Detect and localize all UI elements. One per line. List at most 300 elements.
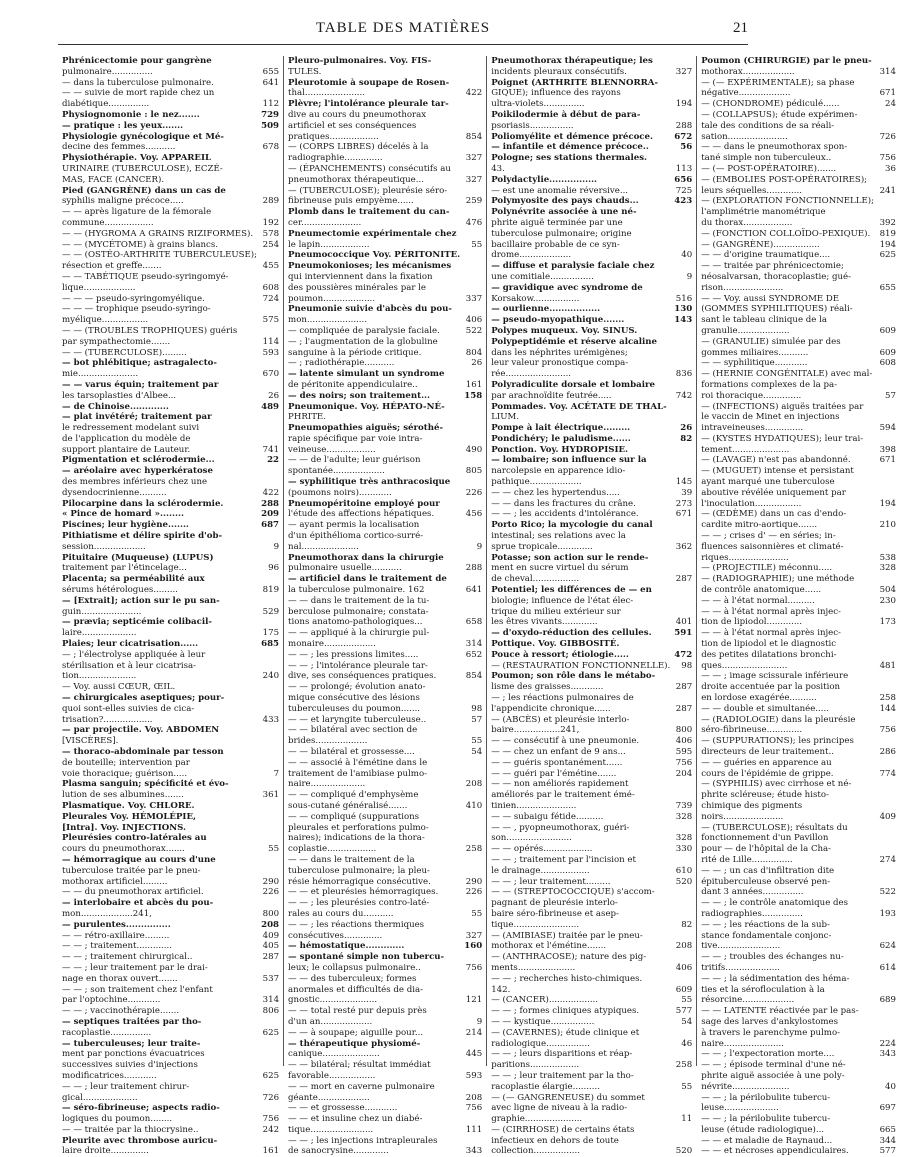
entry-page: 445	[465, 1049, 483, 1060]
entry-page: 401	[675, 617, 693, 628]
entry-page	[460, 553, 482, 564]
index-entry	[701, 283, 896, 294]
entry-text: — [Extrait]; action sur le pu san-	[62, 595, 220, 606]
entry-page	[460, 920, 482, 931]
entry-page: 476	[465, 217, 483, 228]
entry-page	[257, 250, 279, 261]
index-entry	[491, 466, 692, 477]
index-entry	[62, 261, 279, 272]
entry-page	[257, 153, 279, 164]
index-entry	[491, 142, 692, 153]
entry-text: sanguine à la période critique.	[288, 347, 422, 358]
entry-page	[257, 132, 279, 143]
index-entry	[288, 261, 482, 272]
entry-text: — — ; image scissurale inférieure	[701, 671, 849, 682]
index-entry	[288, 607, 482, 618]
entry-page: 655	[879, 282, 896, 293]
entry-page: 343	[465, 1146, 483, 1157]
index-entry	[288, 240, 482, 251]
index-entry	[701, 207, 896, 218]
index-entry	[62, 909, 279, 920]
entry-text: pour — de l'hôpital de la Cha-	[701, 844, 832, 855]
index-entry	[288, 736, 482, 747]
index-entry	[701, 186, 896, 197]
entry-page	[460, 477, 482, 488]
entry-text: — (GRANULIE) simulée par des	[701, 336, 841, 347]
entry-text: résection et greffe.......	[62, 261, 162, 272]
index-entry	[491, 1071, 692, 1082]
index-entry	[62, 844, 279, 855]
entry-text: — compliquée de paralysie faciale.	[288, 325, 440, 336]
entry-text: mothorax artificiel.........	[62, 876, 168, 887]
entry-text: — — ; traitement chirurgical..	[62, 952, 193, 963]
entry-text: — (TUBERCULOSE); résultats du	[701, 822, 848, 833]
entry-text: les êtres vivants.............	[491, 617, 598, 628]
index-entry	[491, 240, 692, 251]
entry-page	[670, 607, 692, 618]
entry-page: 9	[476, 541, 483, 552]
entry-page: 40	[885, 1081, 896, 1092]
entry-page: 209	[261, 509, 280, 520]
entry-page: 624	[879, 941, 896, 952]
entry-page	[460, 402, 482, 413]
entry-text: sant le tableau clinique de la	[701, 315, 827, 326]
entry-text: d'un épithélioma cortico-surré-	[288, 531, 424, 542]
index-entry	[701, 455, 896, 466]
entry-text: — — — trophique pseudo-syringo-	[62, 304, 211, 315]
entry-text: — (ÉPANCHEMENTS) consécutifs au	[288, 163, 451, 174]
entry-text: GIQUE); influence des rayons	[491, 88, 621, 99]
entry-text: phrite scléreuse; étude histo-	[701, 790, 829, 801]
entry-page	[257, 531, 279, 542]
index-entry	[62, 585, 279, 596]
entry-page	[670, 974, 692, 985]
entry-text: cours de l'épidémie de grippe.	[701, 768, 834, 779]
entry-text: laire droite..............	[62, 1146, 149, 1157]
entry-text: — — et insuline chez un diabé-	[288, 1114, 423, 1125]
entry-text: Polypeptidémie et réserve alcaline	[491, 336, 658, 347]
index-entry	[491, 1060, 692, 1071]
index-entry	[288, 585, 482, 596]
index-entry	[491, 995, 692, 1006]
entry-page	[257, 304, 279, 315]
page-title: TABLE DES MATIÈRES	[315, 20, 491, 36]
index-entry	[288, 520, 482, 531]
entry-text: « Pince de homard »........	[62, 509, 184, 520]
entry-text: de contrôle anatomique......	[701, 585, 822, 596]
entry-page	[670, 261, 692, 272]
entry-text: — — chez un enfant de 9 ans...	[491, 747, 626, 757]
index-entry	[491, 261, 692, 272]
entry-page	[460, 67, 482, 78]
entry-text: — (COLLAPSUS); étude expérimen-	[701, 109, 858, 120]
entry-text: Plèvre; l'intolérance pleurale tar-	[288, 99, 449, 110]
entry-text: — Voy. aussi CŒUR, ŒIL.	[62, 682, 176, 693]
entry-text: mon......................	[288, 315, 368, 326]
index-entry	[491, 423, 692, 434]
index-entry	[288, 693, 482, 704]
index-entry	[62, 974, 279, 985]
entry-text: tique........................	[491, 919, 580, 930]
index-entry	[62, 1039, 279, 1050]
entry-text: favorable.................	[288, 1070, 376, 1081]
entry-text: — — ; leur traitement chirur-	[62, 1081, 190, 1092]
entry-text: — (SYPHILIS) avec cirrhose et né-	[701, 779, 852, 790]
index-entry	[701, 661, 896, 672]
entry-text: nage en thorax ouvert.......	[62, 973, 178, 984]
entry-text: — — consécutif à une pneumonie.	[491, 736, 640, 747]
entry-page: 641	[465, 585, 483, 596]
entry-page	[670, 455, 692, 466]
entry-text: trique du milieu extérieur sur	[491, 606, 621, 617]
index-entry	[701, 99, 896, 110]
index-entry	[62, 531, 279, 542]
index-entry	[491, 747, 692, 758]
index-entry	[288, 898, 482, 909]
entry-text: pathique...................	[491, 477, 582, 488]
index-entry	[701, 563, 896, 574]
entry-page	[460, 661, 482, 672]
entry-text: — — associé à l'émétine dans le	[288, 757, 428, 768]
index-entry	[701, 348, 896, 359]
entry-page: 804	[465, 347, 483, 358]
index-entry	[288, 650, 482, 661]
entry-page	[257, 650, 279, 661]
index-entry	[288, 304, 482, 315]
index-entry	[62, 725, 279, 736]
index-entry	[62, 790, 279, 801]
index-entry	[491, 671, 692, 682]
entry-page	[460, 866, 482, 877]
entry-page: 756	[465, 962, 483, 973]
index-entry	[701, 121, 896, 132]
index-entry	[491, 844, 692, 855]
index-entry	[701, 639, 896, 650]
index-entry	[62, 477, 279, 488]
entry-page	[874, 1093, 896, 1104]
index-entry	[62, 1114, 279, 1125]
entry-page	[257, 963, 279, 974]
entry-page	[874, 380, 896, 391]
entry-text: Poliomyélite et démence précoce.	[491, 131, 653, 142]
page-number: 21	[733, 20, 748, 36]
entry-page: 671	[879, 455, 896, 466]
entry-text: radiologique................	[491, 1038, 590, 1049]
entry-page	[460, 974, 482, 985]
entry-page	[257, 574, 279, 585]
index-entry	[62, 542, 279, 553]
entry-page: 406	[675, 962, 693, 973]
entry-text: Poikilodermie à début de para-	[491, 109, 641, 120]
entry-page: 327	[675, 66, 693, 77]
entry-page: 800	[262, 908, 280, 919]
entry-page: 625	[262, 1027, 280, 1038]
entry-text: par sympathectomie.......	[62, 336, 171, 347]
entry-text: commune..................	[62, 217, 154, 228]
entry-text: paritions..................	[491, 1060, 580, 1071]
index-entry	[288, 801, 482, 812]
index-entry	[701, 488, 896, 499]
entry-page	[257, 380, 279, 391]
entry-text: dive au cours du pneumothorax	[288, 109, 427, 120]
entry-page: 46	[681, 1038, 693, 1049]
entry-page	[460, 1082, 482, 1093]
entry-page	[874, 736, 896, 747]
entry-text: — — dans le traitement de la tu-	[288, 595, 430, 606]
index-entry	[701, 369, 896, 380]
entry-page: 160	[464, 941, 483, 952]
entry-page	[874, 1071, 896, 1082]
entry-text: Physiologie gynécologique et Mé-	[62, 131, 224, 142]
entry-text: voie thoracique; guérison.....	[62, 768, 188, 779]
index-entry	[491, 509, 692, 520]
entry-text: sage des larves d'ankylostomes	[701, 1016, 839, 1027]
entry-text: — (ANTHRACOSE); nature des pig-	[491, 952, 647, 963]
entry-page: 290	[262, 876, 280, 887]
index-entry	[701, 218, 896, 229]
index-entry	[701, 423, 896, 434]
entry-page: 652	[465, 649, 483, 660]
entry-page	[670, 358, 692, 369]
index-entry	[62, 121, 279, 132]
entry-text: — hémorragique au cours d'une	[62, 854, 216, 865]
entry-page: 54	[681, 1016, 693, 1027]
entry-page	[874, 833, 896, 844]
index-entry	[288, 553, 482, 564]
entry-page	[670, 402, 692, 413]
entry-page	[460, 1114, 482, 1125]
index-entry	[491, 812, 692, 823]
index-entry	[701, 240, 896, 251]
index-entry	[62, 88, 279, 99]
entry-text: Pithiatisme et délire spirite d'ob-	[62, 531, 223, 542]
entry-page	[670, 563, 692, 574]
index-entry	[62, 693, 279, 704]
index-entry	[288, 974, 482, 985]
index-entry	[62, 801, 279, 812]
entry-page	[874, 898, 896, 909]
entry-text: stance fondamentale conjonc-	[701, 930, 832, 941]
index-entry	[491, 315, 692, 326]
entry-text: phrite aiguë associée à une poly-	[701, 1070, 845, 1081]
index-entry	[288, 769, 482, 780]
index-entry	[288, 747, 482, 758]
entry-text: — infantile et démence précoce..	[491, 142, 649, 153]
entry-page	[670, 823, 692, 834]
entry-text: — — TABÉTIQUE pseudo-syringomyé-	[62, 271, 229, 282]
entry-page: 836	[675, 369, 693, 380]
index-entry	[491, 1136, 692, 1147]
entry-text: — thérapeutique physiomé-	[288, 1038, 421, 1049]
entry-text: rison......................	[701, 282, 784, 293]
index-entry	[701, 412, 896, 423]
index-entry	[491, 358, 692, 369]
entry-page: 194	[675, 99, 693, 110]
entry-text: Pleurotomie à soupape de Rosen-	[288, 77, 450, 88]
entry-text: anormales et difficultés de dia-	[288, 984, 423, 995]
entry-page	[257, 423, 279, 434]
index-entry	[491, 823, 692, 834]
entry-page	[670, 1093, 692, 1104]
index-entry	[491, 207, 692, 218]
index-entry	[288, 272, 482, 283]
entry-text: formations complexes de la pa-	[701, 379, 837, 390]
index-entry	[62, 337, 279, 348]
entry-text: gical....................	[62, 1092, 138, 1103]
entry-text: — — ; formes cliniques atypiques.	[491, 1006, 640, 1017]
index-entry	[288, 877, 482, 888]
entry-page	[670, 520, 692, 531]
entry-page: 54	[471, 747, 483, 757]
entry-text: avec ligne de niveau à la radio-	[491, 1103, 628, 1114]
index-entry	[62, 779, 279, 790]
entry-text: brides...................	[288, 736, 368, 747]
entry-text: droite accentuée par la position	[701, 682, 841, 693]
entry-text: ayant marqué une tuberculose	[701, 477, 835, 488]
entry-text: — (INFECTIONS) aiguës traitées par	[701, 401, 864, 412]
entry-page	[874, 1006, 896, 1017]
entry-text: — — ; un cas d'infiltration dite	[701, 865, 835, 876]
entry-page	[257, 833, 279, 844]
entry-page: 55	[268, 844, 280, 855]
entry-page	[257, 682, 279, 693]
entry-text: intestinal; ses relations avec la	[491, 531, 626, 542]
index-entry	[288, 617, 482, 628]
entry-page: 593	[262, 347, 280, 358]
index-entry	[701, 725, 896, 736]
entry-page	[460, 574, 482, 585]
entry-page	[257, 736, 279, 747]
index-entry	[288, 531, 482, 542]
entry-page: 625	[879, 250, 896, 261]
entry-page	[874, 931, 896, 942]
entry-page: 625	[262, 1070, 280, 1081]
index-entry	[701, 736, 896, 747]
entry-text: — — dans le traitement de la	[288, 854, 415, 865]
entry-text: Pompe à lait électrique.........	[491, 423, 631, 434]
index-entry	[288, 218, 482, 229]
index-entry	[491, 607, 692, 618]
entry-page	[257, 866, 279, 877]
entry-text: — (RADIOGRAPHIE); une méthode	[701, 574, 855, 585]
entry-page: 254	[262, 239, 280, 250]
index-entry	[701, 153, 896, 164]
index-entry	[288, 952, 482, 963]
entry-text: logiques du poumon........	[62, 1114, 173, 1125]
index-entry	[491, 639, 692, 650]
index-entry	[491, 769, 692, 780]
index-entry	[288, 823, 482, 834]
index-entry	[491, 78, 692, 89]
index-entry	[288, 1039, 482, 1050]
entry-page: 337	[465, 293, 483, 304]
entry-text: Pommades. Voy. ACÉTATE DE THAL-	[491, 401, 667, 412]
entry-text: sprue tropicale.............	[491, 541, 593, 552]
entry-text: Piscines; leur hygiène.......	[62, 520, 189, 531]
entry-page	[257, 898, 279, 909]
index-columns	[58, 56, 896, 1157]
entry-page: 24	[885, 99, 896, 110]
entry-page: 208	[675, 941, 693, 952]
index-entry	[62, 110, 279, 121]
entry-text: consécutives..............	[288, 930, 383, 941]
entry-page: 111	[465, 1124, 483, 1135]
entry-page	[257, 1082, 279, 1093]
index-entry	[491, 1006, 692, 1017]
entry-page: 55	[471, 239, 483, 250]
index-entry	[62, 175, 279, 186]
entry-page	[257, 326, 279, 337]
entry-text: — — mort en caverne pulmonaire	[288, 1081, 435, 1092]
index-entry	[62, 596, 279, 607]
entry-text: — artificiel dans le traitement de	[288, 574, 447, 585]
entry-page	[460, 110, 482, 121]
index-entry	[62, 628, 279, 639]
index-entry	[288, 121, 482, 132]
entry-text: — — bilatéral; résultat immédiat	[288, 1060, 431, 1071]
entry-text: — — rétro-axillaire.........	[62, 930, 170, 941]
entry-page: 609	[879, 347, 896, 358]
entry-page: 287	[675, 574, 693, 585]
entry-text: — — ; son traitement chez l'enfant	[62, 984, 213, 995]
entry-text: — — d'origine traumatique....	[701, 250, 831, 261]
entry-text: — — ; troubles des échanges nu-	[701, 952, 844, 963]
index-entry	[701, 88, 896, 99]
entry-text: decine des femmes...........	[62, 142, 176, 153]
index-entry	[288, 1006, 482, 1017]
entry-page	[460, 769, 482, 780]
entry-page: 258	[465, 844, 483, 855]
index-entry	[288, 1146, 482, 1157]
entry-page: 689	[879, 995, 896, 1006]
entry-text: granulie...................	[701, 325, 790, 336]
index-entry	[288, 434, 482, 445]
entry-page: 145	[675, 477, 693, 488]
entry-text: (GOMMES SYPHILITIQUES) réali-	[701, 304, 853, 315]
entry-page: 57	[471, 714, 483, 725]
index-entry	[701, 747, 896, 758]
entry-page	[874, 542, 896, 553]
entry-text: Pleurite avec thrombose auricu-	[62, 1135, 218, 1146]
index-entry	[491, 898, 692, 909]
entry-text: artificiel et ses conséquences	[288, 120, 417, 131]
entry-page: 143	[674, 315, 693, 326]
index-entry	[491, 855, 692, 866]
entry-page: 258	[675, 1060, 693, 1071]
entry-text: ultra-violets...............	[491, 99, 585, 110]
entry-page: 422	[262, 487, 280, 498]
entry-page: 819	[879, 228, 896, 239]
index-entry	[701, 963, 896, 974]
entry-page: 327	[465, 174, 483, 185]
index-entry	[62, 1103, 279, 1114]
index-entry	[288, 1082, 482, 1093]
entry-page	[874, 315, 896, 326]
index-entry	[701, 509, 896, 520]
entry-text: naire....................	[288, 779, 366, 790]
index-entry	[701, 542, 896, 553]
entry-text: monaire...................	[288, 639, 376, 650]
entry-page	[874, 78, 896, 89]
entry-text: — (FONCTION COLLOÏDO-PEXIQUE).	[701, 228, 871, 239]
index-entry	[701, 1093, 896, 1104]
entry-page: 39	[681, 487, 693, 498]
index-entry	[701, 671, 896, 682]
index-entry	[62, 391, 279, 402]
entry-page	[874, 844, 896, 855]
index-entry	[701, 164, 896, 175]
index-entry	[491, 628, 692, 639]
